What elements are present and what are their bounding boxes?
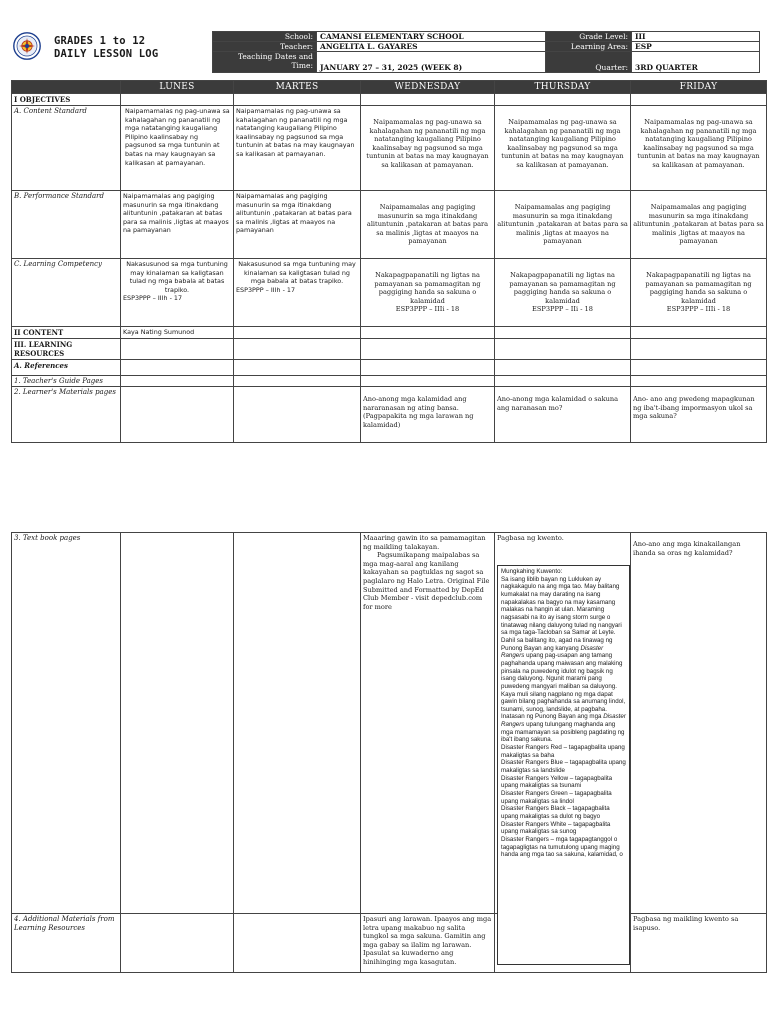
story-body-4: upang tulungang maghanda ang mga mamamayan sa posibleng pagdating ng iba't ibang sakuna. [501,721,625,744]
story-ranger-blue: Disaster Rangers Blue – tagapagbalita upang makaligtas sa landslide [501,759,626,775]
textbook-fri: Ano-ano ang mga kinakailangan ihanda sa oras ng kalamidad? [631,533,767,914]
deped-seal-icon [13,32,41,60]
learning-competency-mon-code: ESP3PPP – IIIh - 17 [123,294,183,303]
teaching-dates-label-line2: Time: [291,61,313,70]
textbook-pages-label: 3. Text book pages [12,533,121,914]
lesson-table-page-2 [11,532,767,973]
content-heading: II CONTENT [12,327,121,339]
learners-materials-thu: Ano-anong mga kalamidad o sakuna ang naranasan mo? [495,387,631,443]
textbook-wed-p1: Maaaring gawin ito sa pamamagitan ng maikling talakayan. [363,534,486,551]
story-ranger-red: Disaster Rangers Red – tagapagbalita upang makaligtas sa baha [501,744,625,759]
day-header-thursday: THURSDAY [495,81,631,94]
performance-standard-label: B. Performance Standard [12,191,121,259]
learning-area-label: Learning Area: [546,42,632,52]
learning-competency-fri [631,259,767,327]
school-value: CAMANSI ELEMENTARY SCHOOL [317,32,546,42]
objectives-heading: I OBJECTIVES [12,94,121,106]
day-header-lunes: LUNES [121,81,234,94]
story-body-3-italic: Disaster Rangers [501,713,626,729]
learning-competency-thu [495,259,631,327]
learning-resources-heading: III. LEARNING RESOURCES [12,339,121,360]
quarter-value: 3RD QUARTER [632,52,760,73]
school-label: School: [213,32,317,42]
quarter-label: Quarter: [546,52,632,73]
lesson-log-page-2 [0,532,768,972]
content-mon: Kaya Nating Sumunod [121,327,234,339]
teacher-label: Teacher: [213,42,317,52]
story-ranger-green: Disaster Rangers Green – tagapagbalita upang makaligtas sa lindol [501,790,612,805]
learning-competency-mon-text: Nakasusunod sa mga tuntuning may kinalaman sa kaligtasan tulad ng mga babala at batas trapiko. [126,260,228,294]
textbook-wed-p2: Pagsumikapang maipalabas sa mga mag-aaral ang kanilang kakayahan sa pagtuklas ng sagot sa paglalaro ng Halo Letra. Original File Submitted and Formatted by DepEd Club Member - visit depedclub.com for more [363,551,490,611]
lesson-log-page-1 [0,0,768,440]
textbook-thu: Pagbasa ng kwento. [495,533,631,914]
performance-standard-mon: Naipamamalas ang pagiging masunurin sa mga itinakdang alituntunin ,patakaran at batas para sa malinis ,ligtas at maayos na pamayanan [121,191,234,259]
additional-fri: Pagbasa ng maikling kwento sa isapuso. [631,914,767,973]
learning-competency-label: C. Learning Competency [12,259,121,327]
story-body-3: Inatasan ng Punong Bayan ang mga [501,713,604,721]
content-standard-label: A. Content Standard [12,106,121,191]
learners-materials-fri: Ano- ano ang pwedeng mapagkunan ng iba't-ibang impormasyon ukol sa mga sakuna? [631,387,767,443]
story-body-1: Sa isang liblib bayan ng Lukluken ay nagkakagulo na ang mga tao. May balitang kumakalat na may darating na isang napakalakas na bagyo na may kasamang malakas na hangin at ulan. Maraming nagsasabi na ito ay isang storm surge o tinatawag nilang daluyong tulad ng nangyari sa mga taga-Tacloban sa Samar at Leyte. Dahil sa balitang ito, agad na tinawag ng Punong Bayan ang kanyang [501,575,622,652]
teaching-dates-label-line1: Teaching Dates and [237,52,313,61]
grade-level-value: III [632,32,760,42]
day-header-wednesday: WEDNESDAY [361,81,495,94]
story-ranger-yellow: Disaster Rangers Yellow – tagapagbalita upang makaligtas sa tsunami [501,774,613,790]
learning-competency-tue [234,259,361,327]
learners-materials-label: 2. Learner's Materials pages [12,387,121,443]
form-title-line1: GRADES 1 to 12 [54,35,146,47]
story-body-2: upang pag-usapan ang tamang paghahanda upang maiwasan ang malaking pinsala na puwedeng idulot ng bagsik ng isang daluyong. Ngunit marami pang puwedeng mangyari maliban sa daluyong. Kaya muli silang nagplano ng mga dapat gawin bilang paghahanda sa anumang lindol, tsunami, sunog, landslide, at pagbaha. [501,652,626,713]
learning-competency-mon [121,259,234,327]
form-title-line2: DAILY LESSON LOG [54,48,159,60]
day-header-martes: MARTES [234,81,361,94]
content-standard-wed: Naipamamalas ng pag-unawa sa kahalagahan ng pananatili ng mga natatanging kaugaliang Pilipino kaalinsabay ng pagsunod sa mga tuntunin at batas na may kaugnayan sa kalikasan at pamayanan. [361,106,495,191]
teaching-dates-label [213,52,317,73]
learning-competency-wed-code: ESP3PPP – IIIi - 18 [395,305,460,314]
additional-wed: Ipasuri ang larawan. Ipaayos ang mga letra upang makabuo ng salita tungkol sa mga sakuna. Gamitin ang mga gabay sa ilalim ng larawan. Ipasulat sa kuwaderno ang hinihinging mga kasagutan. [361,914,495,973]
performance-standard-thu: Naipamamalas ang pagiging masunurin sa mga itinakdang alituntunin ,patakaran at batas para sa malinis ,ligtas at maayos na pamayanan [495,191,631,259]
learning-competency-wed-text: Nakapagpapanatili ng ligtas na pamayanan sa pamamagitan ng paggiging handa sa sakuna o kalamidad [374,271,481,305]
story-body-1-italic: Disaster Rangers [501,644,604,660]
lesson-table-page-1 [11,80,767,443]
performance-standard-wed: Naipamamalas ang pagiging masunurin sa mga itinakdang alituntunin ,patakaran at batas para sa malinis ,ligtas at maayos na pamayanan [361,191,495,259]
day-header-friday: FRIDAY [631,81,767,94]
story-paragraph-2 [501,713,626,744]
story-paragraph-1 [501,576,626,714]
content-standard-thu: Naipamamalas ng pag-unawa sa kahalagahan ng pananatili ng mga natatanging kaugaliang Pilipino kaalinsabay ng pagsunod sa mga tuntunin at batas na may kaugnayan sa kalikasan at pamayanan. [495,106,631,191]
learning-competency-fri-code: ESP3PPP – IIIi - 18 [666,305,731,314]
learning-competency-thu-text: Nakapagpapanatili ng ligtas na pamayanan sa pamamagitan ng paggiging handa sa sakuna o kalamidad [509,271,616,305]
learning-competency-wed [361,259,495,327]
content-standard-fri: Naipamamalas ng pag-unawa sa kahalagahan ng pananatili ng mga natatanging kaugaliang Pilipino kaalinsabay ng pagsunod sa mga tuntunin at batas na may kaugnayan sa kalikasan at pamayanan. [631,106,767,191]
learning-competency-tue-code: ESP3PPP – IIIh - 17 [236,285,296,294]
textbook-wed [361,533,495,914]
learners-materials-wed: Ano-anong mga kalamidad ang nararanasan ng ating bansa. (Pagpapakita ng mga larawan ng kalamidad) [361,387,495,443]
story-rangers-definition: Disaster Rangers – mga tagapagtanggol o tagapagligtas na tumutulong upang maging handa ang mga tao sa sakuna, kalamidad, o [501,835,623,859]
content-standard-tue: Naipamamalas ng pag-unawa sa kahalagahan ng pananatili ng mga natatanging kaugaliang Pilipino kaalinsabay ng pagsunod sa mga tuntunin at batas na may kaugnayan sa kalikasan at pamayanan. [234,106,361,191]
learning-competency-tue-text: Nakasusunod sa mga tuntuning may kinalaman sa kaligtasan tulad ng mga babala at batas trapiko. [238,260,356,286]
story-title: Mungkahing Kuwento: [501,568,563,575]
teachers-guide-label: 1. Teacher's Guide Pages [12,376,121,387]
learning-competency-fri-text: Nakapagpapanatili ng ligtas na pamayanan sa pamamagitan ng paggiging handa sa sakuna o kalamidad [645,271,752,305]
grade-level-label: Grade Level: [546,32,632,42]
teacher-value: ANGELITA L. GAYARES [317,42,546,52]
learning-competency-thu-code: ESP3PPP – IIi - 18 [532,305,593,314]
performance-standard-fri: Naipamamalas ang pagiging masunurin sa mga itinakdang alituntunin ,patakaran at batas para sa malinis ,ligtas at maayos na pamayanan [631,191,767,259]
performance-standard-tue: Naipamamalas ang pagiging masunurin sa mga itinakdang alituntunin ,patakaran at batas para sa malinis ,ligtas at maayos na pamayanan [234,191,361,259]
learning-area-value: ESP [632,42,760,52]
additional-materials-label: 4. Additional Materials from Learning Resources [12,914,121,973]
header-info-table [212,31,760,73]
teaching-dates-value: JANUARY 27 – 31, 2025 (WEEK 8) [317,52,546,73]
references-heading: A. References [12,360,121,376]
content-standard-mon: Naipamamalas ng pag-unawa sa kahalagahan ng pananatili ng mga natatanging kaugaliang Pilipino kaalinsabay ng pagsunod sa mga tuntunin at batas na may kaugnayan sa kalikasan at pamayanan. [121,106,234,191]
day-header-empty [12,81,121,94]
story-ranger-black: Disaster Rangers Black – tagapagbalita upang makaligtas sa dulot ng bagyo [501,805,610,820]
story-ranger-white: Disaster Rangers White – tagapagbalita upang makaligtas sa sunog [501,820,611,836]
story-text-box [497,565,630,965]
